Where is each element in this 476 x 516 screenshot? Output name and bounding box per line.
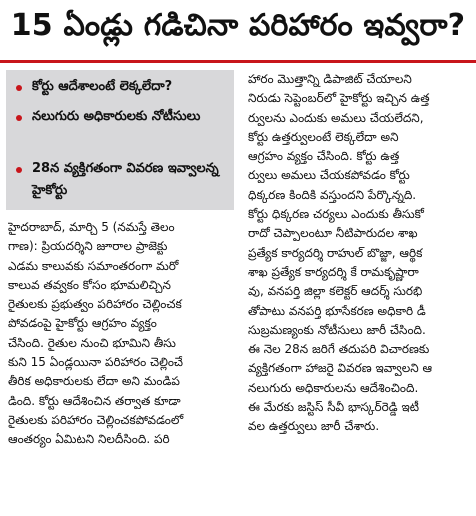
article-line: ఎడమ కాలువకు సమాంతరంగా మరో xyxy=(8,258,179,273)
highlights-box xyxy=(6,70,234,210)
article-line: రైతులకు ప్రభుత్వం పరిహారం చెల్లించక xyxy=(8,297,182,312)
article-line: రాదో చెప్పాలంటూ నీటిపారుదల శాఖ xyxy=(248,226,418,241)
highlight-item xyxy=(16,76,226,98)
article-line: గాణ): ప్రియదర్శిని జూరాల ప్రాజెక్టు xyxy=(8,239,168,254)
article-line: ప్రత్యేక కార్యదర్శి రాహుల్ బొజ్జా, ఆర్థిక xyxy=(248,245,423,260)
article-line: ఈ మేరకు జస్టిస్ సీవీ భాస్కర్‌రెడ్డి ఇటీ xyxy=(248,400,419,415)
highlight-text: నలుగురు అధికారులకు నోటీసులు xyxy=(32,109,201,124)
article-line: కుని 15 ఏండ్లయినా పరిహారం చెల్లించే xyxy=(8,355,184,370)
article-line: ధిక్కరణ కిందికి వస్తుందని పేర్కొన్నది. xyxy=(248,187,417,202)
article-line: తీరిక అధికారులకు లేదా అని మండిప xyxy=(8,374,180,389)
headline-rule xyxy=(0,60,476,63)
article-line: కోర్టు ధిక్కరణ చర్యలు ఎందుకు తీసుకో xyxy=(248,207,424,222)
article-line: పోవడంపై హైకోర్టు ఆగ్రహం వ్యక్తం xyxy=(8,316,157,331)
headline: 15 ఏండ్లు గడిచినా పరిహారం ఇవ్వరా? xyxy=(10,8,466,43)
highlight-text: 28న వ్యక్తిగతంగా వివరణ ఇవ్వాలన్న హైకోర్టు xyxy=(32,161,219,198)
bullet-icon xyxy=(16,85,22,91)
article-right-column xyxy=(248,70,468,437)
article-line: చేసింది. రైతుల నుంచి భూమిని తీసు xyxy=(8,335,176,350)
highlight-text: కోర్టు ఆదేశాలంటే లెక్కలేదా? xyxy=(32,79,173,94)
article-line: డింది. కోర్టు ఆదేశించిన తర్వాత కూడా xyxy=(8,393,181,408)
highlight-item xyxy=(16,158,226,202)
article-line: వు, వనపర్తి జిల్లా కలెక్టర్ ఆదర్శ్ సురభి xyxy=(248,284,423,299)
article-line: కాలువ తవ్వకం కోసం భూమలిచ్చిన xyxy=(8,277,171,292)
article-line: తోపాటు వనపర్తి భూసేకరణ అధికారి డీ xyxy=(248,303,426,318)
article-line: నలుగురు అధికారులను ఆదేశించింది. xyxy=(248,380,419,395)
article-line: వ్యక్తిగతంగా హాజరై వివరణ ఇవ్వాలని ఆ xyxy=(248,361,433,376)
article-line: ర్వులు అమలు చేయకపోవడం కోర్టు xyxy=(248,168,410,183)
highlight-item xyxy=(16,106,226,128)
bullet-icon xyxy=(16,167,22,173)
article-line: సుబ్రమణ్యంకు నోటీసులు జారీ చేసింది. xyxy=(248,322,426,337)
article-line: హైదరాబాద్, మార్చి 5 (నమస్తే తెలం xyxy=(8,220,175,234)
article-line: నిరుడు సెప్టెంబర్‌లో హైకోర్టు ఇచ్చిన ఉత్త xyxy=(248,91,430,106)
article-line: వల ఉత్తర్వులు జారీ చేశారు. xyxy=(248,419,380,434)
article-line: ఈ నెల 28న జరిగే తదుపరి విచారణకు xyxy=(248,342,430,357)
article-line: హారం మొత్తాన్ని డిపాజిట్ చేయాలని xyxy=(248,72,412,86)
article-line: ఆగ్రహం వ్యక్తం చేసింది. కోర్టు ఉత్త xyxy=(248,149,400,164)
article-line: కోర్టు ఉత్తర్వులంటే లెక్కలేదా అని xyxy=(248,129,399,144)
article-line: ర్వులను ఎందుకు అమలు చేయలేదని, xyxy=(248,110,424,125)
article-line: రైతులకు పరిహారం చెల్లించకపోవడంలో xyxy=(8,412,184,427)
article-left-column xyxy=(8,218,234,450)
article-line: శాఖ ప్రత్యేక కార్యదర్శి కే రామకృష్ణారా xyxy=(248,264,419,279)
article-line: ఆంతర్యం ఏమిటని నిలదీసింది. పరి xyxy=(8,432,170,447)
bullet-icon xyxy=(16,115,22,121)
